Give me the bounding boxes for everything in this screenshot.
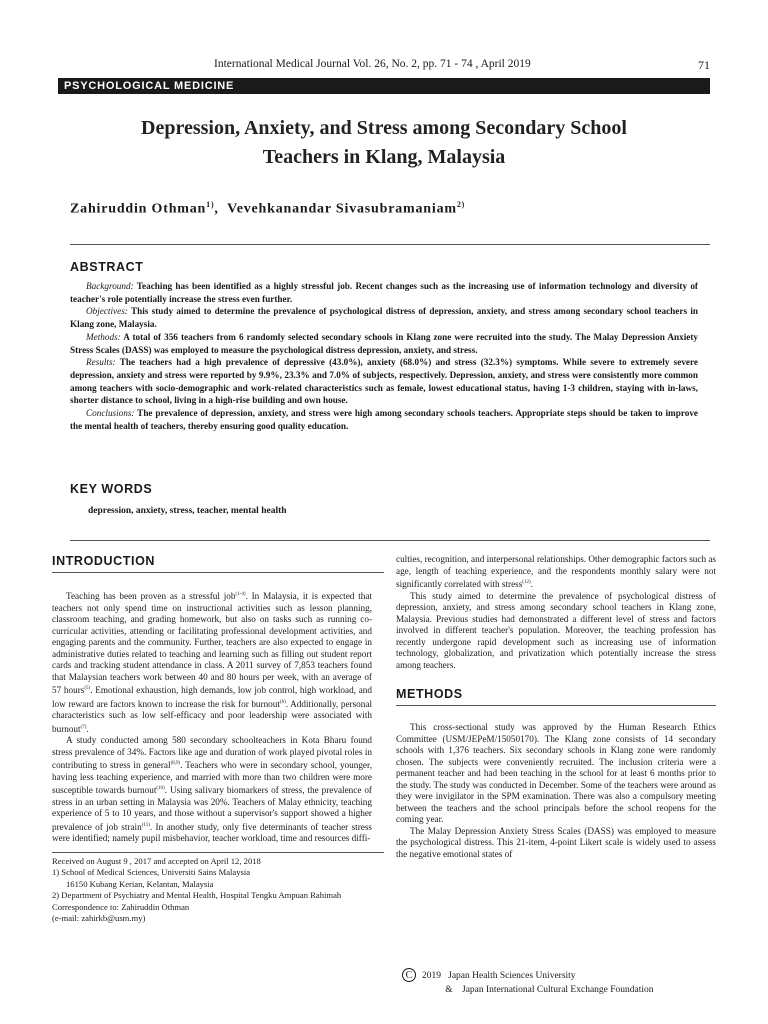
abstract-results-text: The teachers had a high prevalence of depressive (43.0%), anxiety (68.0%) and stress (32.3%) symptoms. While severe to extremely severe depression, anxiety and stress were reported by 9.9%, 23.3% and 7.0% of subjects, respectively. Depression, anxiety, and stress were consistently more common among teachers with socio-demographic and work-related characteristics such as female, lowest educational status, having 1-3 children, staying with in-laws, shorter distance to school, living in a high-rise building and own house.: [70, 357, 698, 406]
methods-heading: METHODS: [396, 687, 463, 701]
author-separator: ,: [214, 201, 228, 217]
copyright-line-2: Japan International Cultural Exchange Foundation: [462, 985, 654, 995]
abstract-methods: [70, 331, 698, 356]
received-date: Received on August 9 , 2017 and accepted on April 12, 2018: [52, 856, 261, 866]
intro-p1-text-d: . Additionally, personal characteristics such as low self-efficacy and poor leadership were associated with burnout: [52, 698, 372, 734]
abstract-results-label: Results:: [86, 357, 116, 368]
intro-p1-text-a: Teaching has been proven as a stressful job: [66, 591, 236, 602]
intro-p1-text-b: . In Malaysia, it is expected that teachers not only spend time on instructional activities such as lesson planning, classroom teaching, and grading homework, but also on tasks such as running co-curricular activities, attending or facilitating professional development activities, and engaging parents and the community. Further, teachers are also expected to engage in administrative duties related to teaching and learning such as filling out student report cards and tracking student attendance in class. A 2011 survey of 7,853 teachers found that Malaysian teachers work between 40 and 80 hours per week, with an average of 57 hours: [52, 591, 372, 696]
citation: (8,9): [170, 761, 181, 767]
introduction-heading: INTRODUCTION: [52, 554, 156, 568]
introduction-left-column: [52, 589, 372, 845]
citation: (5): [84, 686, 91, 692]
author-list: [70, 200, 465, 218]
introduction-right-column: [396, 554, 716, 671]
citation: (11): [141, 822, 150, 828]
abstract-conclusions-text: The prevalence of depression, anxiety, and stress were high among secondary schools teachers. Appropriate steps should be taken to improve the mental health of teachers, thereby ensuring good quality education.: [70, 408, 698, 431]
footnote-block: [52, 856, 392, 924]
methods-paragraph-1: This cross-sectional study was approved by the Human Research Ethics Committee (USM/JEPeM/15050170). The Klang zone consists of 14 secondary schools with 1,376 teachers. Six secondary schools in Klang zone were randomly chosen. The subjects were conveniently recruited. The inclusion criteria were a permanent teacher and had been teaching in the school for at least 6 months prior to the study. The study was conducted in December. Some of the teachers were around as they were invigilator in the SPM examination. There was also a compulsory meeting between the teachers and the school principals before the school reopens for the coming year.: [396, 722, 716, 824]
citation: (12): [522, 580, 531, 585]
methods-rule: [396, 705, 716, 706]
keywords-heading: KEY WORDS: [70, 482, 153, 496]
copyright-icon: C: [402, 968, 416, 982]
abstract-conclusions-label: Conclusions:: [86, 408, 135, 419]
paper-title: [58, 114, 710, 172]
title-line-2: Teachers in Klang, Malaysia: [262, 146, 506, 168]
intro-p2-text-c: . Using salivary biomarkers of stress, the prevalence of stress in an urban setting in Malaysia was 20%. Teachers of Malay ethnicity, teaching experience of 5 to 10 years, and those without a supervisor's support showed a higher prevalence of job strain: [52, 785, 372, 832]
introduction-rule: [52, 572, 384, 573]
abstract-objectives-text: This study aimed to determine the prevalence of psychological distress of depression, anxiety, and stress among secondary school teachers in Klang zone, Malaysia.: [70, 306, 698, 330]
citation: (1-4): [235, 592, 246, 597]
citation: (10): [156, 786, 165, 792]
abstract-background-text: Teaching has been identified as a highly stressful job. Recent changes such as the increasing use of information technology and diversity of teacher's role potentially increase the stress even further.: [70, 281, 698, 304]
abstract-objectives: [70, 305, 698, 330]
intro-cont-text-b: .: [530, 579, 533, 590]
abstract-background: [70, 280, 698, 305]
intro-cont-text-a: culties, recognition, and interpersonal relationships. Other demographic factors such as age, length of teaching experience, and the respondents monthly salary were not significantly correlated with stress: [396, 554, 716, 590]
page-number: 71: [698, 58, 710, 72]
title-line-1: Depression, Anxiety, and Stress among Secondary School: [141, 117, 627, 139]
intro-paragraph-3: This study aimed to determine the prevalence of psychological distress of depression, anxiety, and stress among secondary school teachers in Klang zone, Malaysia. Previous studies had demonstrated a different level of stress and factors involved in different teacher's population. Moreover, the teaching profession has recently undergone rapid development such as increasing use of information technology, globalization, and privatization which potentially increase the stress among teachers.: [396, 590, 716, 670]
author-1: Zahiruddin Othman: [70, 201, 207, 217]
section-label: PSYCHOLOGICAL MEDICINE: [58, 78, 710, 94]
intro-paragraph-1: [52, 589, 372, 735]
abstract-heading: ABSTRACT: [70, 260, 144, 274]
intro-p2-text-a: A study conducted among 580 secondary schoolteachers in Kota Bharu found stress prevalence of 34%. Factors like age and duration of work played pivotal roles in contributing to stress in general: [52, 735, 372, 771]
intro-p1-text-c: . Emotional exhaustion, high demands, low job control, high workload, and low reward are factors known to increase the risk for burnout: [52, 685, 372, 709]
journal-header: International Medical Journal Vol. 26, No. 2, pp. 71 - 74 , April 2019: [214, 58, 531, 70]
correspondence: Correspondence to: Zahiruddin Othman: [52, 901, 190, 912]
affiliation-1: 1) School of Medical Sciences, Universiti Sains Malaysia: [52, 867, 251, 878]
copyright-block: [402, 968, 654, 997]
title-divider: [70, 244, 710, 245]
ampersand: &: [445, 985, 453, 995]
abstract-conclusions: [70, 407, 698, 432]
abstract-objectives-label: Objectives:: [86, 306, 128, 317]
affiliation-2: 2) Department of Psychiatry and Mental Health, Hospital Tengku Ampuan Rahimah: [52, 890, 342, 901]
intro-p2-text-b: . Teachers who were in secondary school, younger, having less teaching experience, and married with more than two children were more susceptible towards burnout: [52, 760, 372, 796]
abstract-methods-label: Methods:: [86, 331, 121, 342]
affiliation-1-address: 16150 Kubang Kerian, Kelantan, Malaysia: [66, 878, 214, 889]
abstract-methods-text: A total of 356 teachers from 6 randomly selected secondary schools in Klang zone were recruited into the study. The Malay Depression Anxiety Stress Scales (DASS) was employed to measure the psychological distress depression, anxiety, and stress.: [70, 331, 698, 355]
author-2-affiliation: 2): [456, 200, 466, 209]
author-1-affiliation: 1): [206, 200, 215, 209]
intro-paragraph-2: [52, 735, 372, 845]
keywords-text: depression, anxiety, stress, teacher, mental health: [88, 506, 287, 516]
intro-p1-text-e: .: [86, 723, 89, 734]
abstract-background-label: Background:: [86, 281, 134, 291]
intro-continuation: [396, 554, 716, 591]
email: (e-mail: zahirkb@usm.my): [52, 913, 146, 924]
abstract-results: [70, 356, 698, 407]
citation: (6): [279, 699, 286, 705]
abstract-body: [70, 280, 698, 432]
intro-p2-text-d: . In another study, only five determinants of teacher stress were identified; namely pupil misbehavior, teacher workload, time and resources diffi-: [52, 821, 372, 844]
author-2: Vevehkanandar Sivasubramaniam: [227, 201, 457, 217]
abstract-divider: [70, 540, 710, 541]
methods-paragraph-2: The Malay Depression Anxiety Stress Scales (DASS) was employed to measure the psychological distress. This 21-item, 4-point Likert scale is widely used to assess the negative emotional states of: [396, 825, 716, 859]
footer-rule: [52, 852, 384, 853]
methods-column: [396, 722, 716, 860]
copyright-line-1: 2019 Japan Health Sciences University: [422, 971, 576, 981]
citation: (7): [80, 724, 87, 730]
